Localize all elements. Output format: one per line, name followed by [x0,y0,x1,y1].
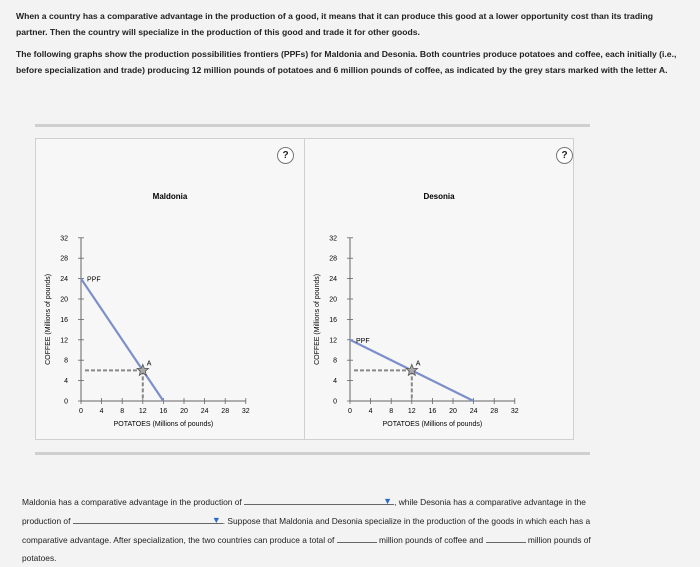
y-tick-label: 4 [64,378,68,386]
y-tick-label: 0 [64,398,68,406]
help-icon-maldonia[interactable]: ? [277,147,294,164]
total-potatoes-input[interactable] [486,530,526,543]
y-tick-label: 24 [329,276,337,284]
ppf-label: PPF [87,276,101,284]
ppf-label: PPF [356,337,370,345]
x-tick-label: 20 [180,408,188,415]
x-tick-label: 16 [159,408,168,415]
top-divider [35,124,590,127]
x-tick-label: 0 [79,408,83,415]
question-part-4: . Suppose that Maldonia and Desonia specialize in the production of the goods in which each has a [222,516,591,526]
x-tick-label: 20 [449,408,457,415]
x-tick-label: 0 [348,408,352,415]
intro-paragraph-1: When a country has a comparative advantage in the production of a good, it means that it can produce this good at a lower opportunity cost than its trading partner. Then the country will specialize in the production of this good and trade it for other goods. [16,11,653,37]
x-axis-label: POTATOES (Millions of pounds) [382,421,483,428]
x-tick-label: 8 [120,408,125,415]
dropdown-arrow-icon: ▼ [211,515,221,525]
y-tick-label: 32 [329,235,337,243]
desonia-advantage-dropdown[interactable] [73,511,223,524]
y-tick-label: 8 [64,357,68,365]
x-tick-label: 4 [99,408,104,415]
question-part-8: potatoes. [22,553,57,563]
y-tick-label: 4 [333,378,337,386]
maldonia-advantage-dropdown[interactable] [244,492,394,505]
bottom-divider [35,452,590,455]
y-tick-label: 12 [60,337,68,345]
y-tick-label: 0 [333,398,337,406]
y-tick-label: 12 [329,337,337,345]
y-axis-label: COFFEE (Millions of pounds) [45,273,52,365]
y-tick-label: 8 [333,357,337,365]
ppf-line [81,276,163,401]
y-tick-label: 24 [60,276,68,284]
chart-title: Maldonia [152,192,188,201]
question-part-1: Maldonia has a comparative advantage in the production of [22,497,242,507]
x-tick-label: 8 [389,408,394,415]
desonia-graph-panel [304,138,574,440]
x-tick-label: 12 [407,408,416,415]
help-icon-desonia[interactable]: ? [556,147,573,164]
intro-text [16,8,681,84]
x-tick-label: 12 [138,408,147,415]
x-tick-label: 24 [469,408,478,415]
intro-paragraph-2: The following graphs show the production possibilities frontiers (PPFs) for Maldonia and Desonia. Both countries produce potatoes and coffee, each initially (i.e., before specialization and trade) producing 12 million pounds of potatoes and 6 million pounds of coffee, as indicated by the grey stars marked with the letter A. [16,49,677,75]
x-tick-label: 4 [368,408,373,415]
x-tick-label: 32 [510,408,519,415]
y-tick-label: 28 [60,255,68,263]
total-coffee-input[interactable] [337,530,377,543]
question-part-3: production of [22,516,71,526]
x-axis-label: POTATOES (Millions of pounds) [113,421,214,428]
maldonia-graph-panel [35,138,305,440]
x-tick-label: 24 [200,408,209,415]
question-part-2: , while Desonia has a comparative advantage in the [394,497,586,507]
desonia-chart[interactable] [305,139,573,439]
question-part-6: million pounds of coffee and [379,535,484,545]
y-tick-label: 32 [60,235,68,243]
y-tick-label: 16 [329,316,337,324]
y-axis-label: COFFEE (Millions of pounds) [314,273,321,365]
y-tick-label: 28 [329,255,337,263]
y-tick-label: 20 [60,296,68,304]
x-tick-label: 16 [428,408,437,415]
chart-title: Desonia [423,192,455,201]
x-tick-label: 28 [221,408,230,415]
dropdown-arrow-icon: ▼ [383,496,393,506]
x-tick-label: 28 [490,408,499,415]
question-part-5: comparative advantage. After specialization, the two countries can produce a total of [22,535,335,545]
y-tick-label: 20 [329,296,337,304]
point-a-label: A [146,360,152,368]
maldonia-chart[interactable] [36,139,304,439]
y-tick-label: 16 [60,316,68,324]
x-tick-label: 32 [241,408,250,415]
question-text [22,492,682,567]
question-part-7: million pounds of [527,535,591,545]
point-a-label: A [415,360,421,368]
